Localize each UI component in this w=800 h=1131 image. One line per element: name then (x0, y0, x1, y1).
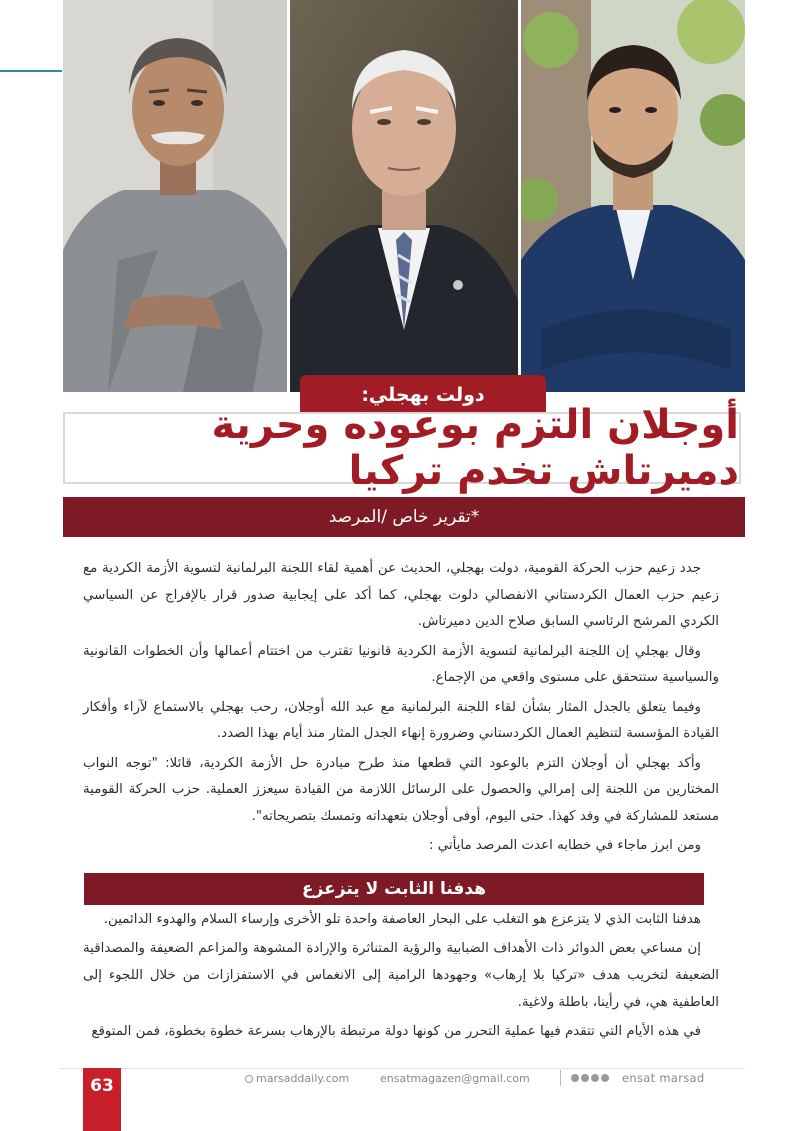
byline: *تقرير خاص /المرصد (328, 507, 480, 527)
decorative-teal-line (0, 70, 62, 72)
headline-kicker: دولت بهجلي: (300, 375, 546, 415)
section-heading: هدفنا الثابت لا يتزعزع (301, 879, 487, 899)
portrait-photo-right (521, 0, 745, 392)
footer-divider-line (60, 1068, 745, 1069)
paragraph: وقال بهجلي إن اللجنة البرلمانية لتسوية الأزمة الكردية قانونيا تقترب من اختتام أعمالها وأن الخطوات القانونية والسياسية ستتحقق على مستوى واقعي من الإجماع. (83, 643, 719, 685)
footer-separator (560, 1070, 561, 1086)
article-body (83, 556, 719, 863)
paragraph: وأكد بهجلي أن أوجلان التزم بالوعود التي قطعها منذ طرح مبادرة حل الأزمة الكردية، قائلا: "توجه النواب المختارين من اللجنة إلى إمرالي والحصول على الرسائل اللازمة من القيادة سيعزز العملية. حزب الحركة القومية مستعد للمشاركة في وفد كهذا. حتى اليوم، أوفى أوجلان بتعهداته وتمسك بتصريحاته". (83, 755, 719, 824)
instagram-icon[interactable] (591, 1074, 599, 1082)
footer-website[interactable] (245, 1072, 349, 1085)
footer-brand: ensat marsad (622, 1071, 705, 1085)
twitter-icon[interactable] (581, 1074, 589, 1082)
paragraph: جدد زعيم حزب الحركة القومية، دولت بهجلي، الحديث عن أهمية لقاء اللجنة البرلمانية لتسوية الأزمة الكردية مع زعيم حزب العمال الكردستاني الانفصالي دلوت بهجلي، كما أكد على إيجابية صدور قرار بالإفراج عن السياسي الكردي المرشح الرئاسي السابق صلاح الدين دميرتاش. (83, 561, 719, 629)
social-icons (571, 1074, 609, 1082)
website-link[interactable]: marsaddaily.com (256, 1072, 350, 1085)
paragraph: في هذه الأيام التي تتقدم فيها عملية التحرر من كونها دولة مرتبطة بالإرهاب بسرعة خطوة بخطوة، فمن المتوقع (91, 1024, 701, 1039)
article-headline: أوجلان التزم بوعوده وحرية دميرتاش تخدم تركيا (211, 402, 739, 494)
paragraph: إن مساعي بعض الدوائر ذات الأهداف الضبابية والرؤية المتناثرة والإرادة المشوهة والمزاعم الضعيفة والمصداقية الضعيفة لتخريب هدف «تركيا بلا إرهاب» وجهودها الرامية إلى الانغماس في الاستفزازات من خلال اللجوء إلى العاطفية هي، في رأينا، باطلة ولاغية. (83, 941, 719, 1010)
portrait-photo-center (290, 0, 518, 392)
youtube-icon[interactable] (601, 1074, 609, 1082)
paragraph: هدفنا الثابت الذي لا يتزعزع هو التغلب على البحار العاصفة واحدة تلو الأخرى وإرساء السلام والهدوء الدائمين. (103, 912, 701, 927)
facebook-icon[interactable] (571, 1074, 579, 1082)
byline-bar (63, 497, 745, 537)
globe-icon (245, 1075, 253, 1083)
paragraph: ومن ابرز ماجاء في خطابه اعدت المرصد مايأتي : (428, 838, 701, 853)
headline-box (63, 402, 741, 494)
section-heading-bar (84, 873, 704, 905)
portrait-photo-left (63, 0, 287, 392)
page-number: 63 (83, 1068, 121, 1131)
paragraph: وفيما يتعلق بالجدل المثار بشأن لقاء اللجنة البرلمانية مع عبد الله أوجلان، رحب بهجلي بالاستماع لآراء وأفكار القيادة المؤسسة لتنظيم العمال الكردستاني وضرورة إنهاء الجدل المثار منذ أيام بهذا الصدد. (83, 699, 719, 741)
section-body (83, 906, 719, 1047)
footer-email[interactable]: ensatmagazen@gmail.com (380, 1072, 530, 1085)
